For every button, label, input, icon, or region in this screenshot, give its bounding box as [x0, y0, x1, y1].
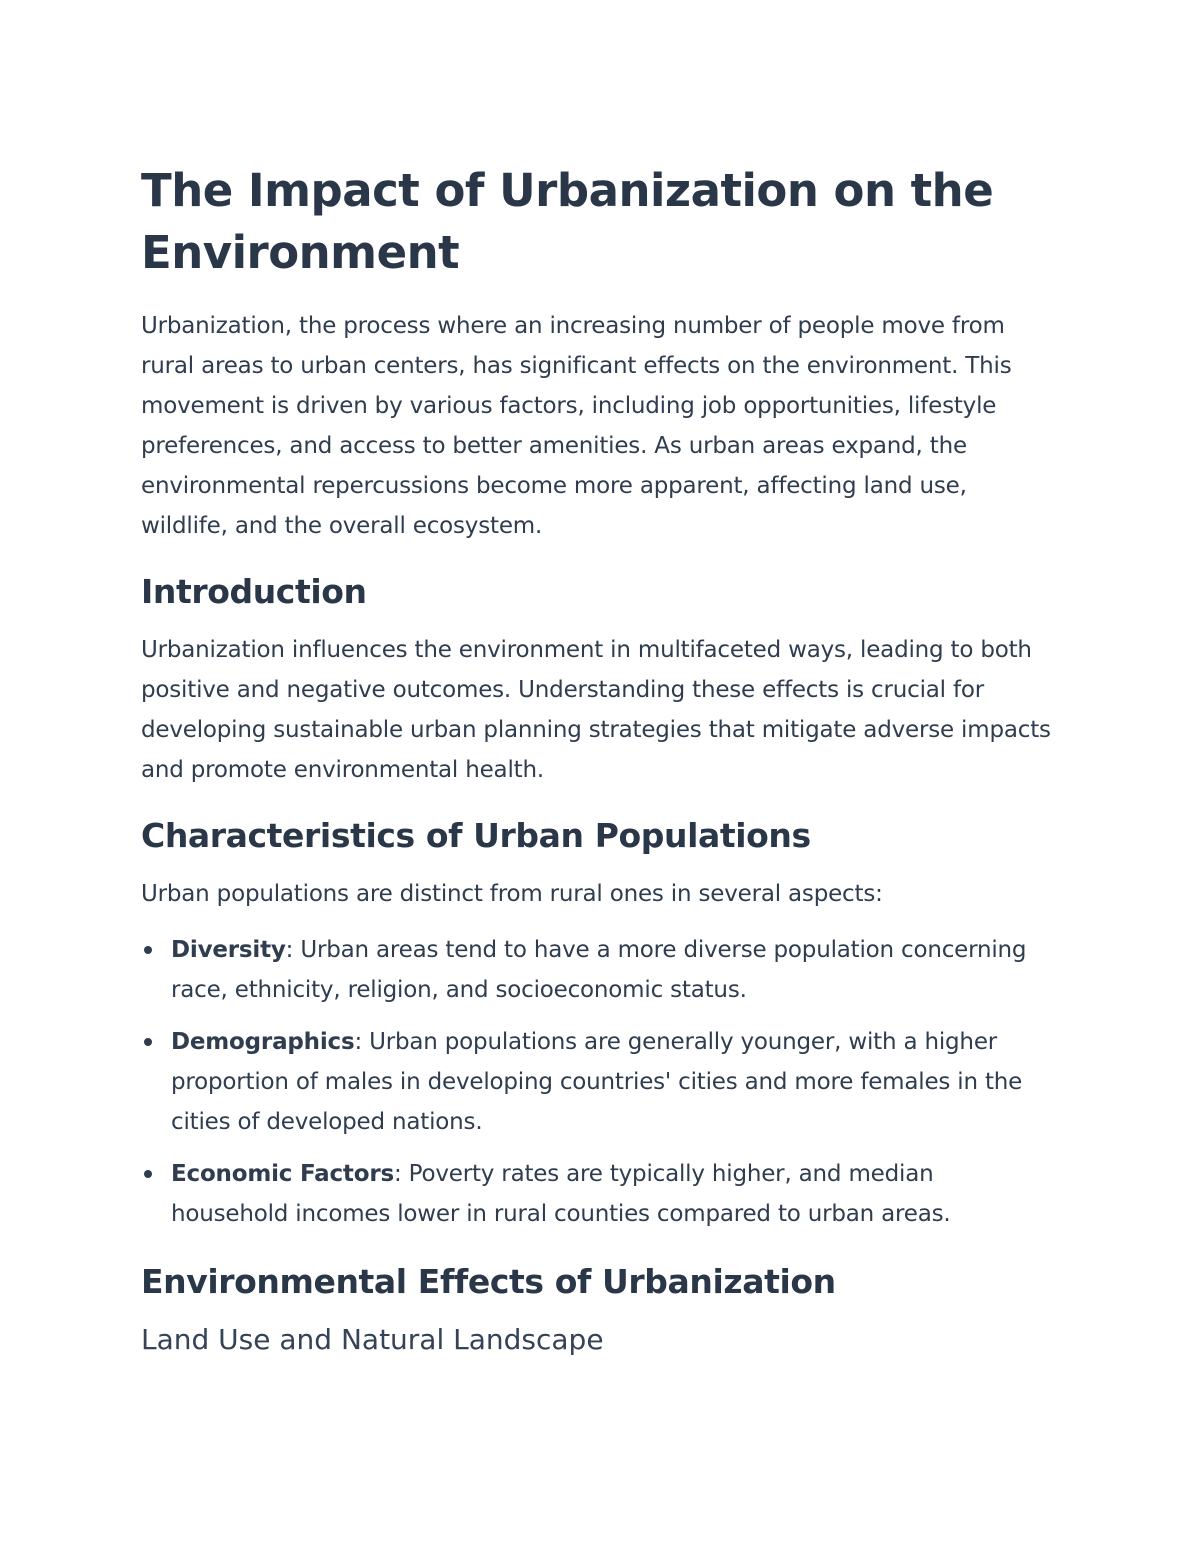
list-item [141, 1022, 1051, 1142]
heading-characteristics: Characteristics of Urban Populations [141, 816, 811, 855]
document-page [141, 160, 1051, 1360]
list-item-term: Economic Factors [171, 1161, 394, 1187]
heading-introduction: Introduction [141, 572, 367, 611]
list-item [141, 930, 1051, 1010]
characteristics-list [141, 930, 1051, 1234]
bullet-icon [144, 1170, 152, 1178]
list-item-text: : Urban populations are generally younger, with a higher proportion of males in developing countries' cities and more females in the cities of developed nations. [171, 1029, 1023, 1135]
bullet-icon [144, 1038, 152, 1046]
list-item-term: Diversity [171, 937, 286, 963]
subheading-land-use: Land Use and Natural Landscape [141, 1323, 604, 1356]
heading-environmental-effects: Environmental Effects of Urbanization [141, 1262, 836, 1301]
intro-paragraph: Urbanization, the process where an increasing number of people move from rural areas to urban centers, has significant effects on the environment. This movement is driven by various factors, including job opportunities, lifestyle preferences, and access to better amenities. As urban areas expand, the environmental repercussions become more apparent, affecting land use, wildlife, and the overall ecosystem. [141, 313, 1012, 539]
bullet-icon [144, 946, 152, 954]
list-item-text: : Urban areas tend to have a more diverse population concerning race, ethnicity, religion, and socioeconomic status. [171, 937, 1027, 1003]
introduction-paragraph: Urbanization influences the environment in multifaceted ways, leading to both positive and negative outcomes. Understanding these effects is crucial for developing sustainable urban planning strategies that mitigate adverse impacts and promote environmental health. [141, 637, 1051, 783]
list-item [141, 1154, 1051, 1234]
list-item-term: Demographics [171, 1029, 355, 1055]
list-item-text: : Poverty rates are typically higher, and median household incomes lower in rural counties compared to urban areas. [171, 1161, 951, 1227]
characteristics-lead: Urban populations are distinct from rural ones in several aspects: [141, 881, 883, 907]
document-title: The Impact of Urbanization on the Environment [141, 164, 994, 279]
